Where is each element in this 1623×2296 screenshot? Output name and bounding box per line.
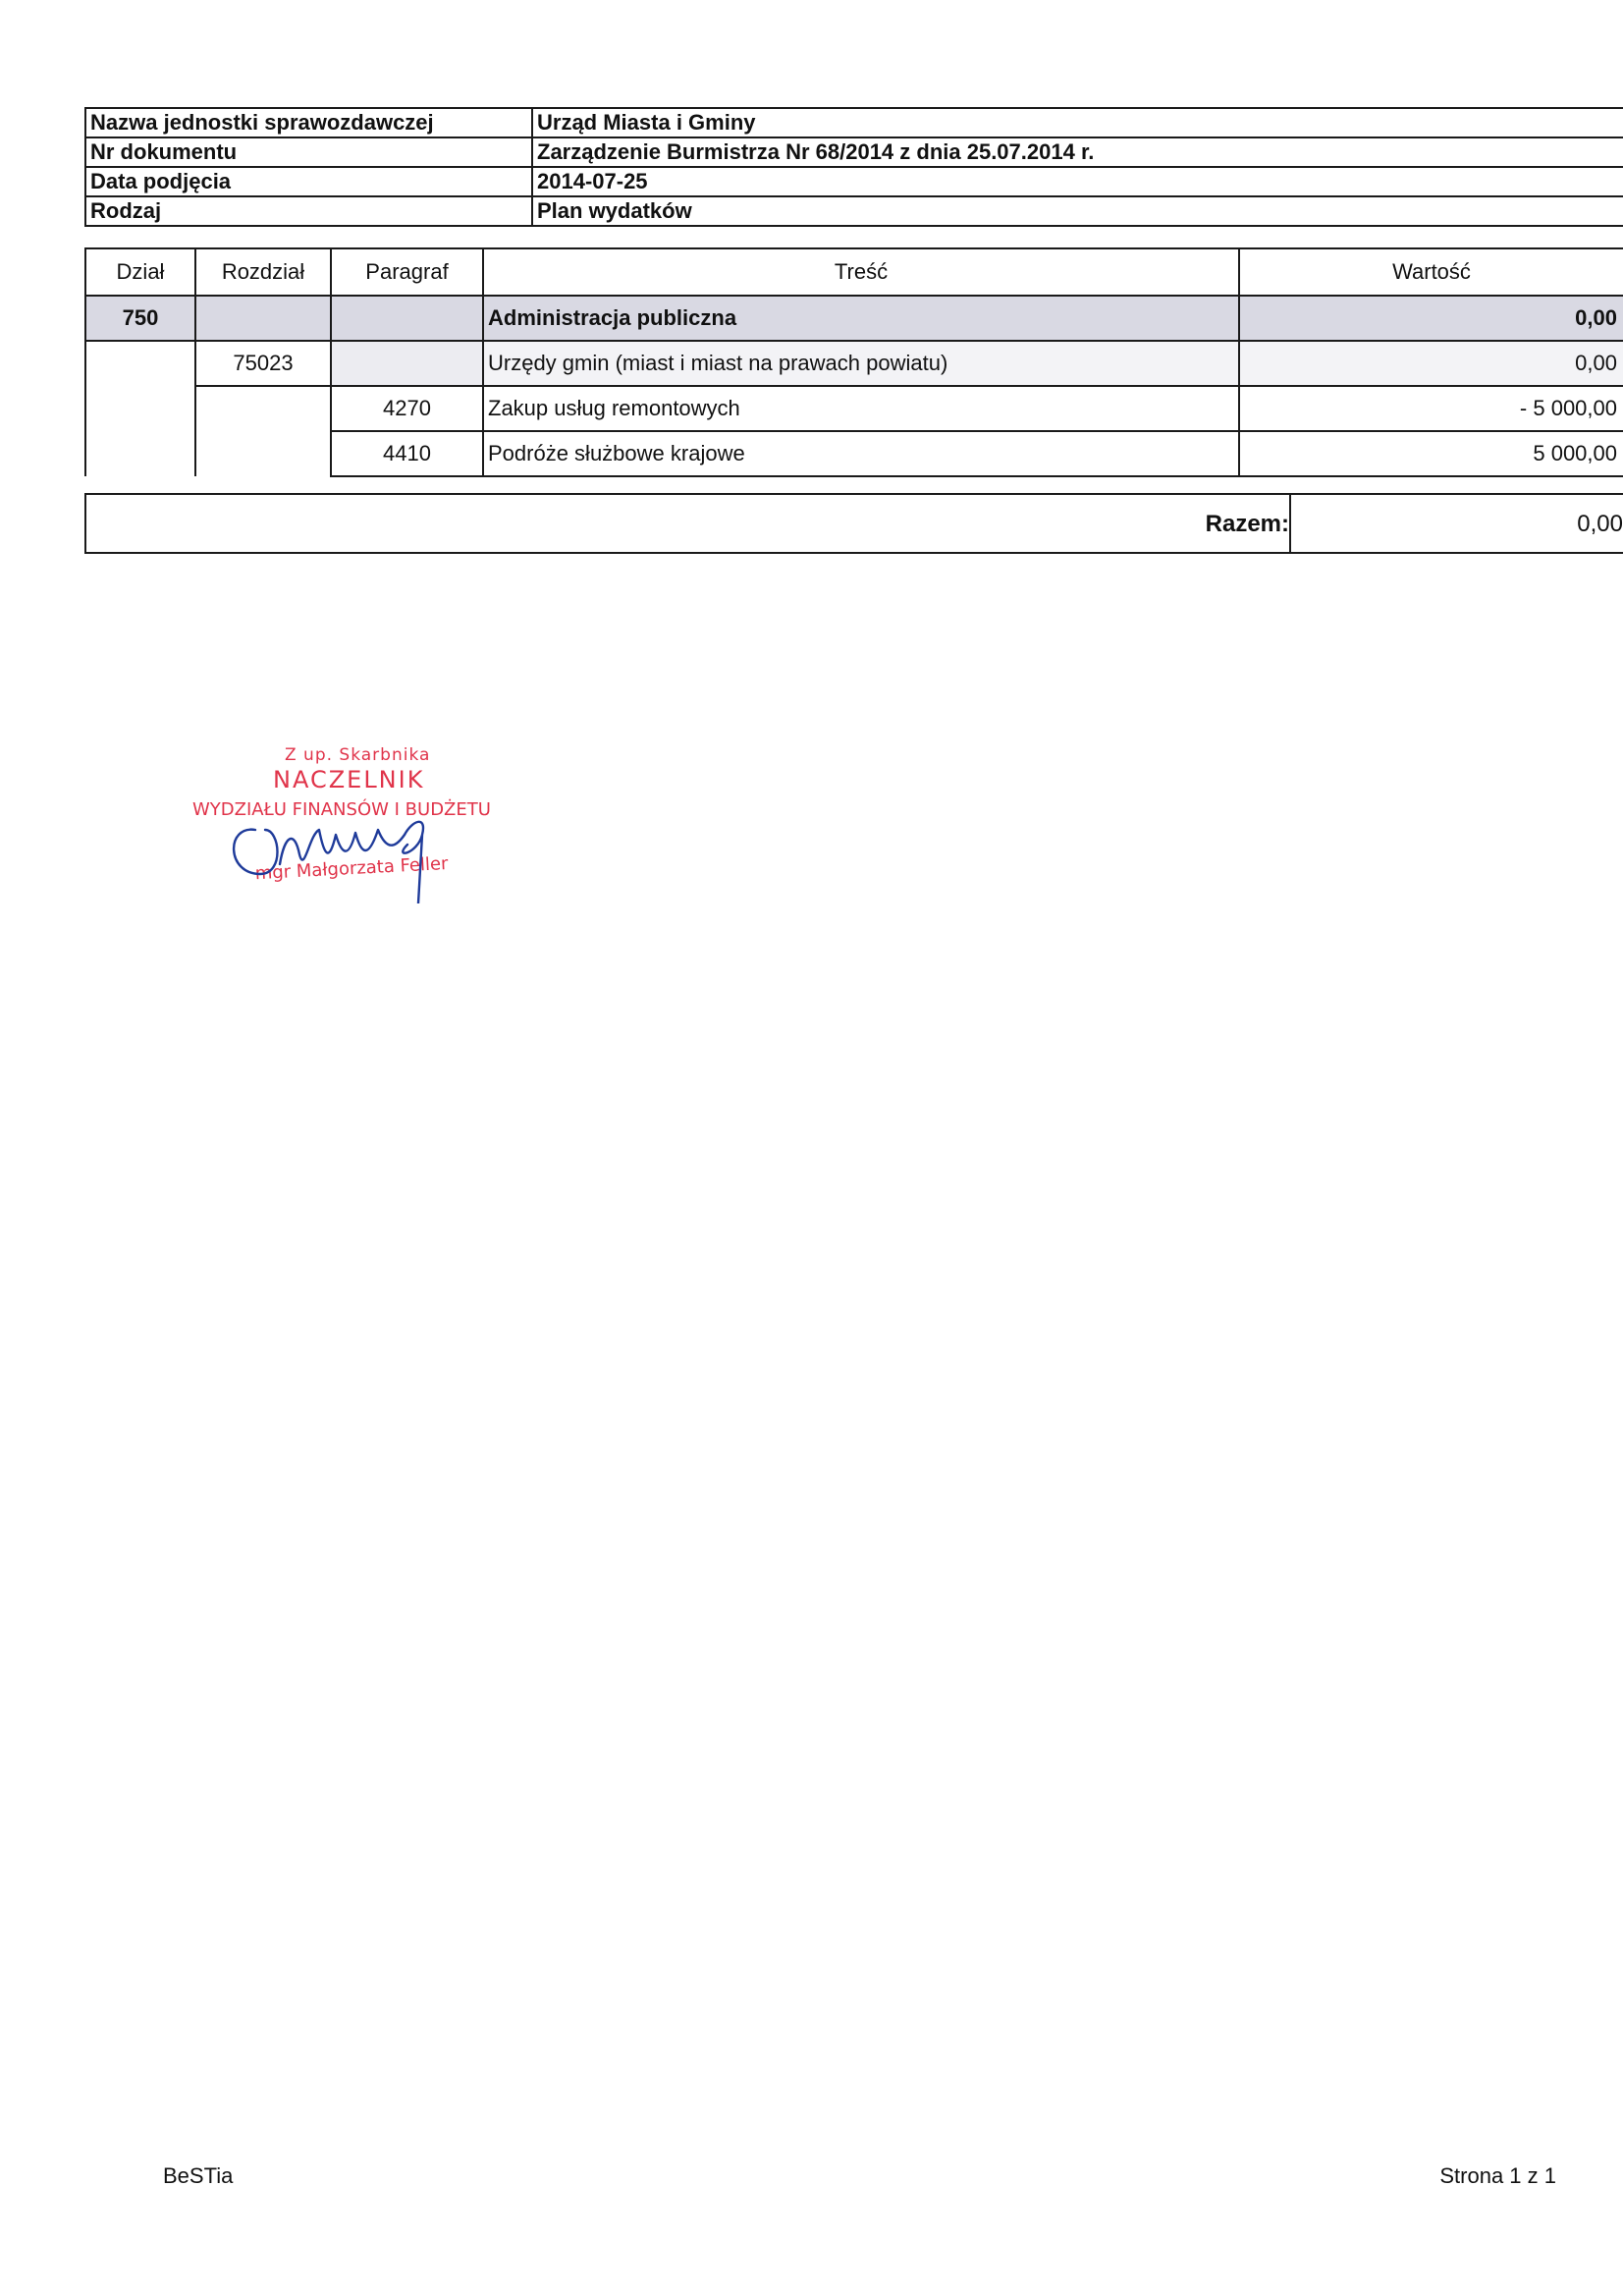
paragraf-tresc: Zakup usług remontowych — [483, 386, 1239, 431]
paragraf-code: 4410 — [331, 431, 483, 476]
official-stamp — [187, 737, 540, 903]
column-header-dzial: Dział — [85, 248, 195, 296]
dzial-code: 750 — [85, 296, 195, 341]
document-info-table — [84, 107, 1623, 227]
total-value: 0,00 — [1577, 511, 1623, 537]
stamp-line-3: WYDZIAŁU FINANSÓW I BUDŻETU — [192, 799, 491, 820]
info-label: Rodzaj — [85, 196, 532, 226]
info-row — [85, 108, 1623, 137]
paragraf-tresc: Podróże służbowe krajowe — [483, 431, 1239, 476]
empty-cell — [85, 431, 195, 476]
table-row-paragraf — [85, 431, 1623, 476]
stamp-line-2: NACZELNIK — [273, 766, 425, 793]
empty-cell — [331, 296, 483, 341]
info-value: Zarządzenie Burmistrza Nr 68/2014 z dnia 25.07.2014 r. — [532, 137, 1623, 167]
rozdzial-tresc: Urzędy gmin (miast i miast na prawach powiatu) — [483, 341, 1239, 386]
budget-plan-table — [84, 247, 1623, 477]
table-row-rozdzial — [85, 341, 1623, 386]
info-value: Urząd Miasta i Gminy — [532, 108, 1623, 137]
dzial-wartosc: 0,00 — [1239, 296, 1623, 341]
info-label: Nr dokumentu — [85, 137, 532, 167]
empty-cell — [331, 341, 483, 386]
column-header-wartosc: Wartość — [1239, 248, 1623, 296]
info-value: Plan wydatków — [532, 196, 1623, 226]
footer-page-number: Strona 1 z 1 — [1439, 2163, 1556, 2188]
table-row-dzial — [85, 296, 1623, 341]
info-row — [85, 137, 1623, 167]
info-label: Data podjęcia — [85, 167, 532, 196]
column-header-tresc: Treść — [483, 248, 1239, 296]
empty-cell — [195, 296, 331, 341]
info-value: 2014-07-25 — [532, 167, 1623, 196]
table-row-paragraf — [85, 386, 1623, 431]
stamp-line-1: Z up. Skarbnika — [285, 745, 431, 765]
info-row — [85, 167, 1623, 196]
paragraf-wartosc: 5 000,00 — [1239, 431, 1623, 476]
column-header-rozdzial: Rozdział — [195, 248, 331, 296]
dzial-tresc: Administracja publiczna — [483, 296, 1239, 341]
rozdzial-code: 75023 — [195, 341, 331, 386]
footer-software-name: BeSTia — [163, 2163, 234, 2188]
info-row — [85, 196, 1623, 226]
rozdzial-wartosc: 0,00 — [1239, 341, 1623, 386]
empty-cell — [85, 341, 195, 386]
column-header-paragraf: Paragraf — [331, 248, 483, 296]
empty-cell — [195, 386, 331, 431]
table-header-row — [85, 248, 1623, 296]
total-label: Razem: — [1205, 511, 1289, 537]
paragraf-wartosc: - 5 000,00 — [1239, 386, 1623, 431]
paragraf-code: 4270 — [331, 386, 483, 431]
empty-cell — [85, 386, 195, 431]
stamp-line-4: mgr Małgorzata Feller — [254, 852, 449, 885]
empty-cell — [195, 431, 331, 476]
info-label: Nazwa jednostki sprawozdawczej — [85, 108, 532, 137]
total-row — [84, 493, 1623, 554]
total-divider — [1289, 495, 1291, 552]
